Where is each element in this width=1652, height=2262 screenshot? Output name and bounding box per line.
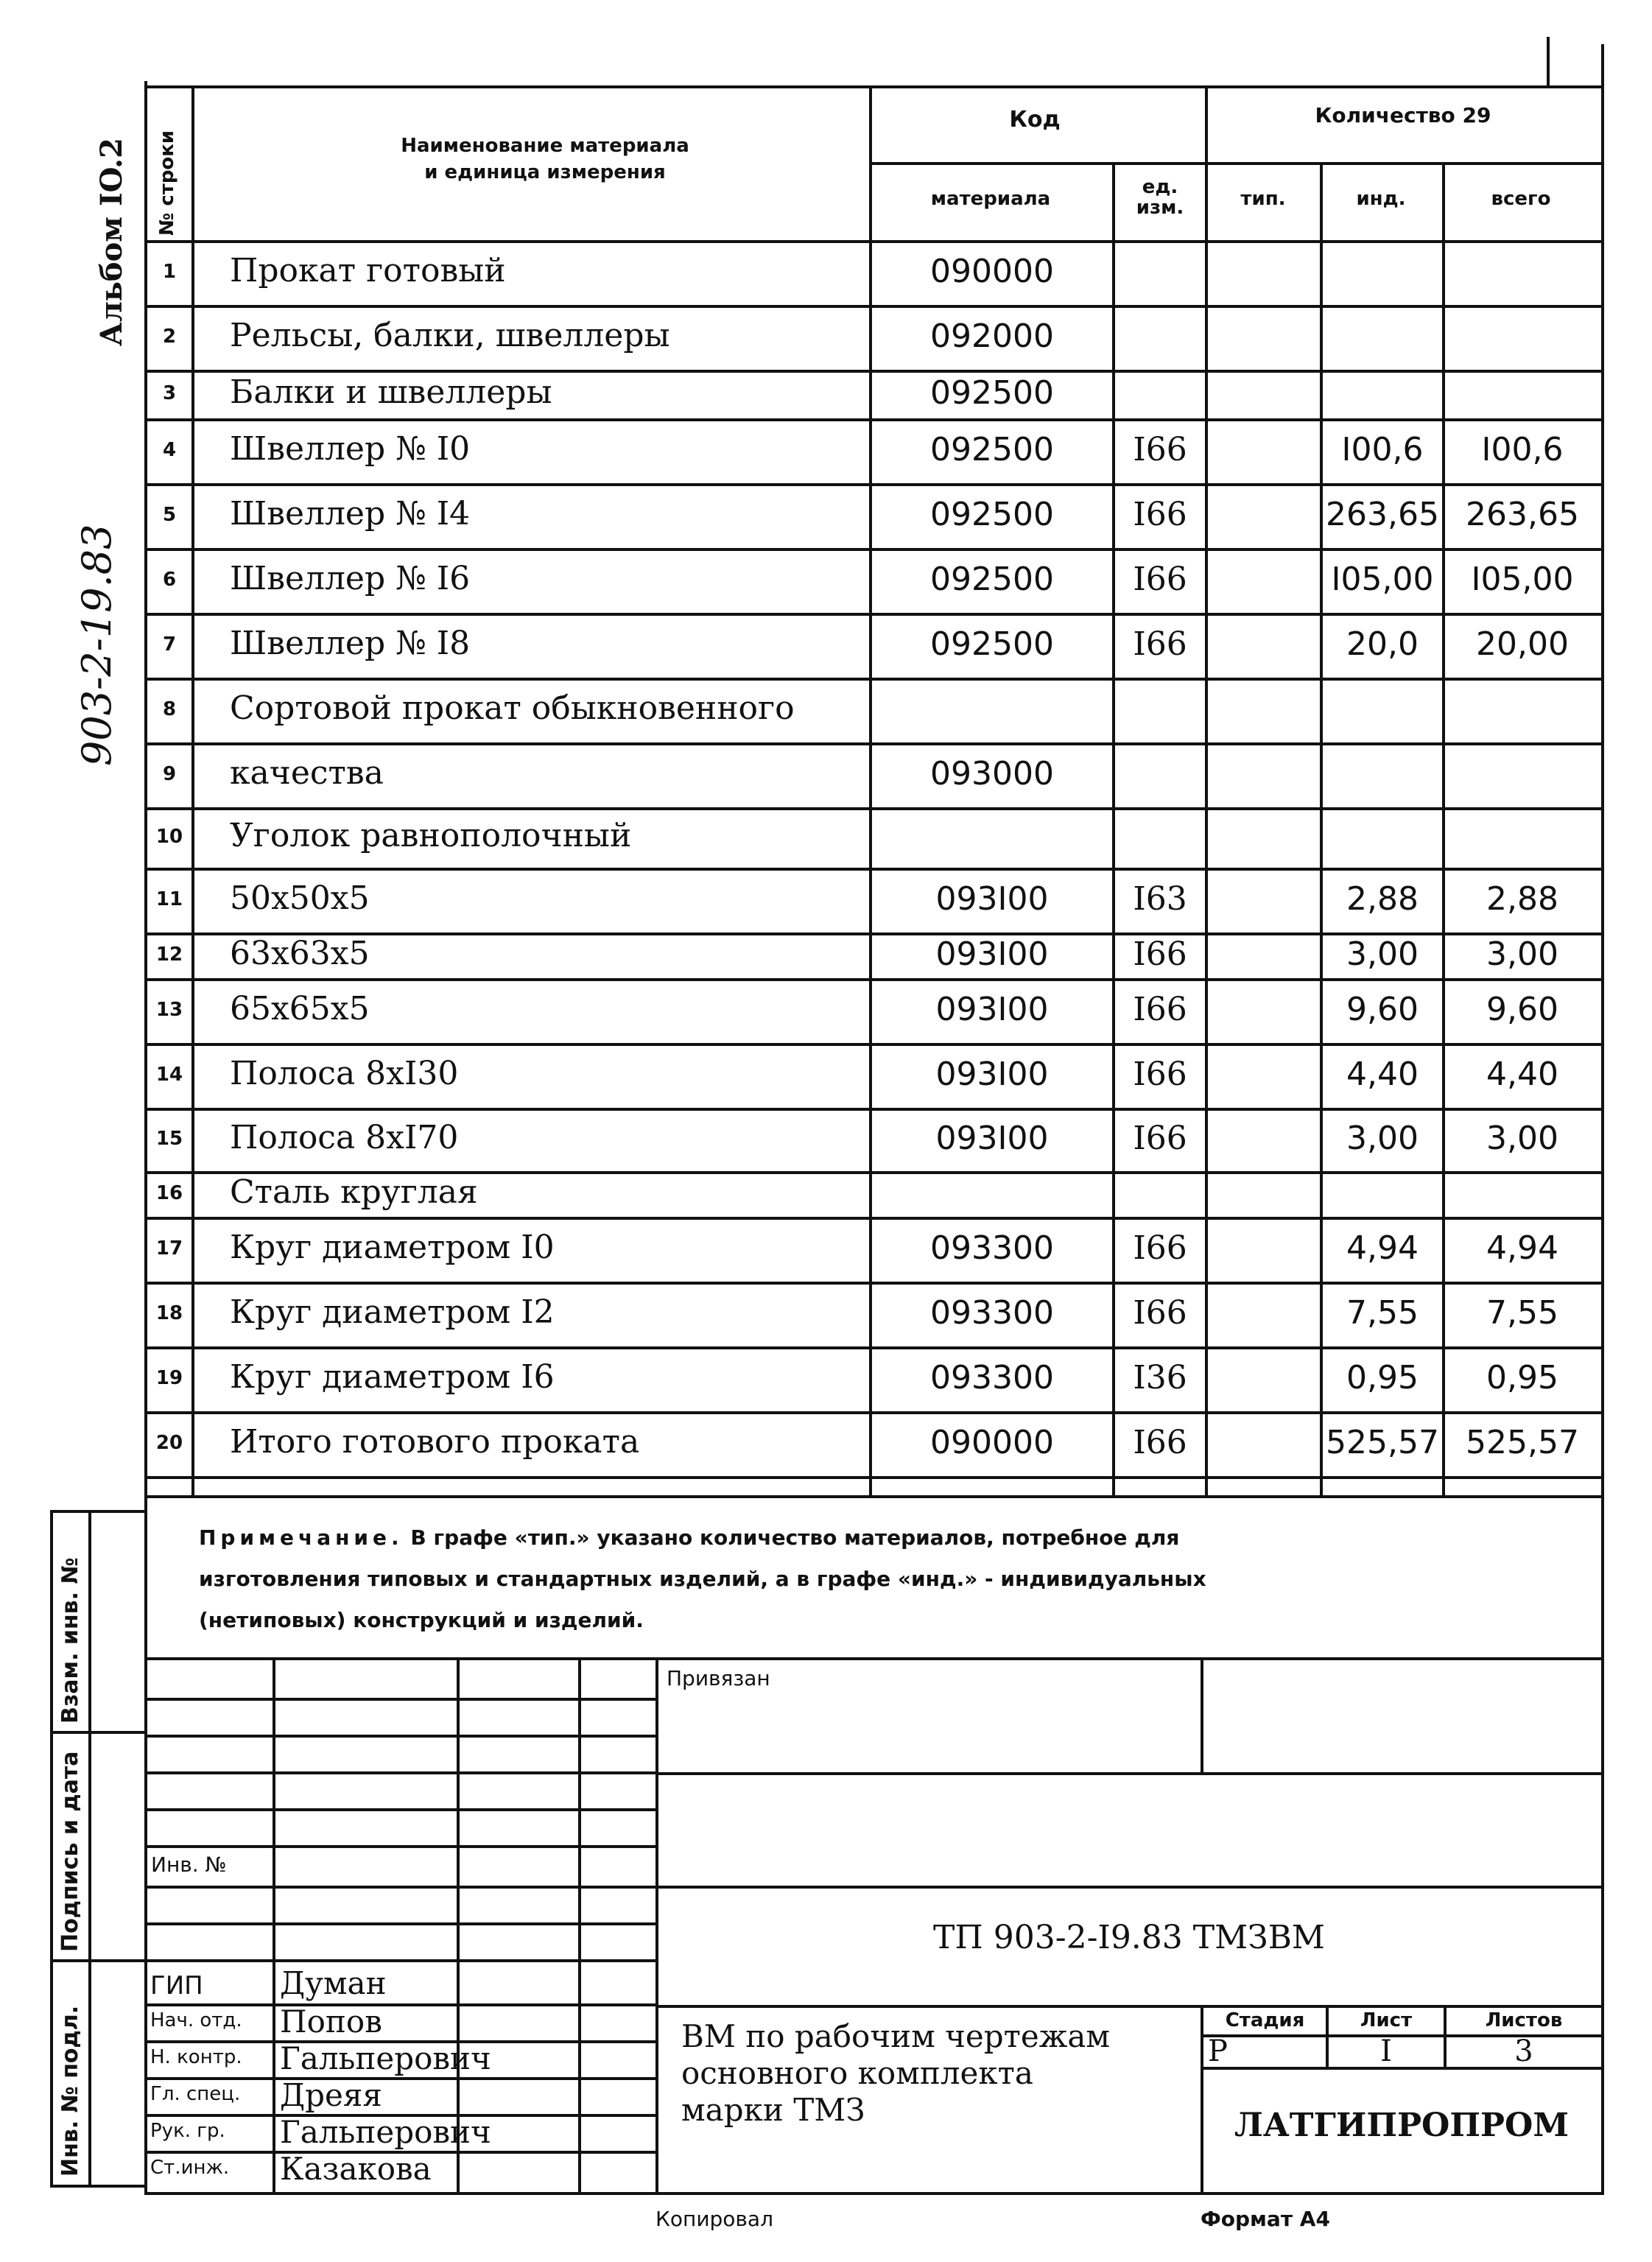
person-name: Гальперович [280, 2040, 491, 2076]
material-code: 093300 [930, 1358, 1054, 1397]
qty-ind: 7,55 [1346, 1293, 1419, 1332]
unit-code: I66 [1133, 1229, 1187, 1267]
material-name: Балки и швеллеры [230, 373, 552, 411]
unit-code: I66 [1133, 625, 1187, 663]
note-line1: В графе «тип.» указано количество материалов, потребное для [403, 1525, 1180, 1550]
row-number: 9 [162, 762, 177, 785]
row-number: 14 [155, 1063, 183, 1086]
material-code: 090000 [930, 1423, 1054, 1461]
qty-ind: I05,00 [1331, 560, 1434, 598]
qty-ind: I00,6 [1341, 430, 1424, 468]
material-code: 093I00 [935, 935, 1049, 973]
row-number: 4 [162, 438, 177, 461]
person-name: Казакова [280, 2151, 432, 2187]
unit-code: I66 [1133, 1119, 1187, 1157]
qty-total: 20,00 [1476, 625, 1569, 663]
qty-total: 0,95 [1486, 1358, 1558, 1397]
qty-total: 525,57 [1466, 1423, 1579, 1461]
row-number: 7 [162, 633, 177, 656]
row-number: 1 [162, 260, 177, 283]
organization: ЛАТГИПРОПРОМ [1234, 2107, 1570, 2144]
role-label: Рук. гр. [150, 2120, 225, 2142]
material-name: Рельсы, балки, швеллеры [230, 317, 670, 354]
row-number: 18 [155, 1302, 183, 1324]
inv-no-label: Инв. № [151, 1852, 227, 1877]
qty-ind: 2,88 [1346, 879, 1419, 918]
vzam-inv-label: Взам. инв. № [57, 1557, 83, 1724]
role-label: Ст.инж. [150, 2157, 230, 2179]
sheets-value: 3 [1514, 2034, 1533, 2068]
material-code: 092000 [930, 317, 1054, 355]
row-number: 6 [162, 568, 177, 591]
material-name: качества [230, 754, 384, 792]
qty-ind: 4,40 [1346, 1055, 1419, 1093]
row-number: 13 [155, 998, 183, 1021]
material-code: 093I00 [935, 1055, 1049, 1093]
material-name: Швеллер № I6 [230, 560, 471, 597]
header-code: Код [1009, 107, 1061, 133]
document-designation: ТП 903-2-I9.83 ТМЗВМ [933, 1919, 1325, 1956]
row-number: 3 [162, 382, 177, 404]
row-number: 15 [155, 1127, 183, 1150]
unit-code: I66 [1133, 1423, 1187, 1461]
material-code: 092500 [930, 430, 1054, 468]
privyazan-label: Привязан [667, 1666, 770, 1690]
material-name: Полоса 8xI30 [230, 1055, 459, 1092]
note-label: Примечание. [199, 1525, 404, 1550]
header-qty-ind: инд. [1356, 188, 1406, 210]
material-name: Швеллер № I4 [230, 495, 471, 533]
material-name: 63x63x5 [230, 935, 370, 972]
album-label: Альбом IO.2 [94, 138, 129, 346]
person-name: Гальперович [280, 2114, 491, 2150]
role-label: Нач. отд. [150, 2009, 242, 2031]
material-name: Сталь круглая [230, 1173, 478, 1211]
material-name: Круг диаметром I6 [230, 1358, 555, 1396]
unit-code: I66 [1133, 1293, 1187, 1332]
sheets-label: Листов [1485, 2009, 1563, 2031]
header-name: Наименование материала и единица измерения [401, 135, 689, 183]
role-label: Гл. спец. [150, 2083, 241, 2105]
role-label: Н. контр. [150, 2046, 242, 2068]
person-name: Попов [280, 2003, 382, 2040]
row-number: 5 [162, 503, 177, 526]
doc-title-line1: ВМ по рабочим чертежам [681, 2018, 1111, 2054]
material-code: 090000 [930, 252, 1054, 290]
row-number: 19 [155, 1366, 183, 1389]
header-qty-total: всего [1491, 188, 1551, 210]
qty-ind: 3,00 [1346, 1119, 1419, 1157]
qty-total: 7,55 [1486, 1293, 1558, 1332]
note [199, 1517, 1206, 1641]
qty-ind: 3,00 [1346, 935, 1419, 973]
unit-code: I66 [1133, 990, 1187, 1028]
row-number: 20 [155, 1431, 183, 1454]
row-number: 10 [155, 825, 183, 848]
row-number: 2 [162, 325, 177, 348]
qty-total: 3,00 [1486, 1119, 1558, 1157]
material-code: 092500 [930, 560, 1054, 598]
stage-value: Р [1208, 2034, 1228, 2068]
material-name: Прокат готовый [230, 252, 506, 289]
header-qty-typ: тип. [1240, 188, 1286, 210]
header-row-no: № строки [156, 130, 178, 236]
material-code: 092500 [930, 373, 1054, 412]
material-code: 093I00 [935, 879, 1049, 918]
material-code: 093I00 [935, 1119, 1049, 1157]
row-number: 16 [155, 1181, 183, 1204]
qty-ind: 9,60 [1346, 990, 1419, 1028]
sheet-value: I [1380, 2034, 1392, 2068]
material-name: Полоса 8xI70 [230, 1119, 459, 1156]
row-number: 17 [155, 1237, 183, 1260]
sheet-label: Лист [1360, 2009, 1413, 2031]
stage-label: Стадия [1225, 2009, 1305, 2031]
unit-code: I36 [1133, 1358, 1187, 1397]
unit-code: I66 [1133, 430, 1187, 468]
row-number: 11 [155, 888, 183, 910]
material-name: Швеллер № I0 [230, 430, 471, 468]
material-code: 093300 [930, 1229, 1054, 1267]
material-code: 093300 [930, 1293, 1054, 1332]
note-line3: (нетиповых) конструкций и изделий. [199, 1608, 644, 1632]
material-name: 65x65x5 [230, 990, 370, 1028]
qty-ind: 0,95 [1346, 1358, 1419, 1397]
qty-total: 3,00 [1486, 935, 1558, 973]
material-code: 093I00 [935, 990, 1049, 1028]
qty-ind: 4,94 [1346, 1229, 1419, 1267]
material-name: Круг диаметром I0 [230, 1229, 555, 1266]
qty-total: 263,65 [1466, 495, 1579, 533]
unit-code: I66 [1133, 560, 1187, 598]
copied-label: Копировал [655, 2207, 773, 2231]
material-name: Швеллер № I8 [230, 625, 471, 662]
sign-date-label: Подпись и дата [57, 1751, 83, 1952]
material-name: Сортовой прокат обыкновенного [230, 689, 795, 727]
qty-total: 4,40 [1486, 1055, 1558, 1093]
unit-code: I66 [1133, 1055, 1187, 1093]
unit-code: I66 [1133, 495, 1187, 533]
qty-total: 9,60 [1486, 990, 1558, 1028]
role-label: ГИП [150, 1971, 203, 2001]
material-name: Круг диаметром I2 [230, 1293, 555, 1331]
material-name: Уголок равнополочный [230, 817, 632, 854]
header-code-material: материала [930, 188, 1051, 210]
unit-code: I66 [1133, 935, 1187, 973]
qty-ind: 263,65 [1326, 495, 1439, 533]
doc-number-handwritten: 903-2-19.83 [74, 524, 120, 766]
header-code-unit: ед. изм. [1136, 176, 1184, 219]
header-qty: Количество 29 [1315, 103, 1491, 127]
doc-title-line3: марки ТМЗ [681, 2092, 865, 2128]
qty-ind: 20,0 [1346, 625, 1419, 663]
doc-title [681, 2018, 1110, 2129]
format-label: Формат А4 [1201, 2207, 1330, 2231]
material-code: 092500 [930, 495, 1054, 533]
qty-total: I00,6 [1481, 430, 1564, 468]
material-code: 092500 [930, 625, 1054, 663]
person-name: Дреяя [280, 2077, 382, 2113]
doc-title-line2: основного комплекта [681, 2055, 1033, 2091]
material-name: 50x50x5 [230, 879, 370, 917]
qty-ind: 525,57 [1326, 1423, 1439, 1461]
qty-total: 2,88 [1486, 879, 1558, 918]
material-code: 093000 [930, 754, 1054, 793]
person-name: Думан [280, 1965, 387, 2001]
qty-total: 4,94 [1486, 1229, 1558, 1267]
row-number: 8 [162, 698, 177, 720]
note-line2: изготовления типовых и стандартных изделий, а в графе «инд.» - индивидуальных [199, 1567, 1206, 1591]
qty-total: I05,00 [1471, 560, 1574, 598]
row-number: 12 [155, 943, 183, 966]
material-name: Итого готового проката [230, 1423, 640, 1461]
unit-code: I63 [1133, 879, 1187, 918]
inv-podl-label: Инв. № подл. [57, 2005, 83, 2177]
